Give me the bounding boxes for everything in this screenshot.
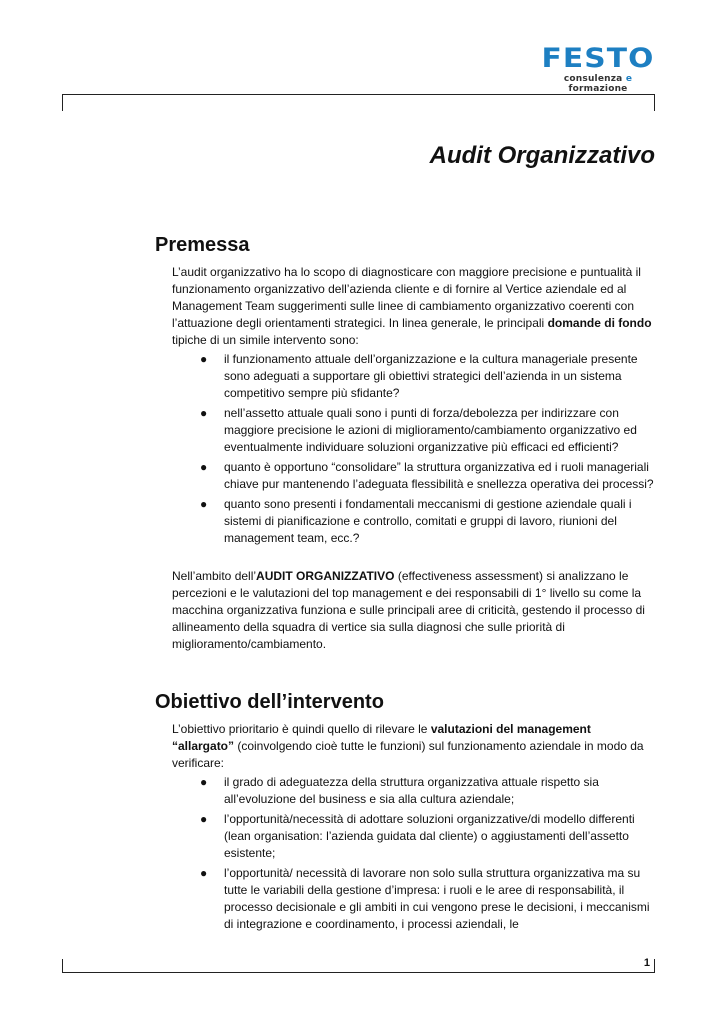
section-heading: Obiettivo dell’intervento — [155, 691, 384, 713]
bullet-icon: ● — [200, 775, 208, 789]
premessa-bullet-list — [172, 351, 655, 547]
footer-rule — [62, 972, 655, 973]
premessa-intro-paragraph: L’audit organizzativo ha lo scopo di diagnosticare con maggiore precisione e puntualità il funzionamento organizzativo dell’azienda cliente e di fornire al Vertice aziendale ed al Management Team suggerimenti sulle linee di cambiamento organizzativo coerenti con l’attuazione degli orientamenti strategici. In linea generale, le principali domande di fondo tipiche di un simile intervento sono: — [172, 265, 652, 347]
obiettivo-intro-paragraph: L’obiettivo prioritario è quindi quello di rilevare le valutazioni del management “allargato” (coinvolgendo cioè tutte le funzioni) sul funzionamento aziendale in modo da verificare: — [172, 722, 644, 770]
festo-logo — [541, 43, 655, 94]
bullet-icon: ● — [200, 812, 208, 826]
bullet-icon: ● — [200, 460, 208, 474]
list-item: ● l’opportunità/ necessità di lavorare non solo sulla struttura organizzativa ma su tutte le variabili della gestione d’impresa: i ruoli e le aree di responsabilità, il processo decisionale e gli ambiti in cui vengono prese le decisioni, i meccanismi di integrazione e coordinamento, i processi aziendali, le — [200, 866, 650, 931]
logo-tagline: consulenza e formazione — [563, 74, 633, 94]
section-premessa — [155, 232, 655, 653]
list-item: ● quanto sono presenti i fondamentali meccanismi di gestione aziendale quali i sistemi di pianificazione e controllo, comitati e gruppi di lavoro, riunioni del management team, ecc.? — [200, 497, 632, 545]
document-title: Audit Organizzativo — [429, 142, 655, 169]
bullet-icon: ● — [200, 866, 208, 880]
page-number: 1 — [643, 957, 650, 969]
bullet-icon: ● — [200, 406, 208, 420]
premessa-audit-paragraph: Nell’ambito dell’AUDIT ORGANIZZATIVO (effectiveness assessment) si analizzano le percezioni e le valutazioni del top management e dei responsabili di 1° livello su come la macchina organizzativa funziona e sulle principali aree di criticità, gestendo il processo di allineamento della squadra di vertice sia sulla diagnosi che sulle priorità di miglioramento/cambiamento. — [172, 569, 645, 651]
section-obiettivo — [155, 689, 655, 933]
list-item: ● il grado di adeguatezza della struttura organizzativa attuale rispetto sia all’evoluzione del business e sia alla cultura aziendale; — [200, 775, 599, 806]
header-rule — [62, 94, 655, 95]
list-item: ● nell’assetto attuale quali sono i punti di forza/debolezza per indirizzare con maggiore precisione le azioni di miglioramento/cambiamento organizzativo ed eventualmente individuare soluzioni organizzative più efficaci ed efficienti? — [200, 406, 637, 454]
obiettivo-bullet-list — [172, 774, 655, 933]
bullet-icon: ● — [200, 352, 208, 366]
list-item: ● il funzionamento attuale dell’organizzazione e la cultura manageriale presente sono adeguati a supportare gli obiettivi strategici dell’azienda in un sistema competitivo sempre più sfidante? — [200, 352, 638, 400]
section-heading: Premessa — [155, 234, 250, 256]
list-item: ● l’opportunità/necessità di adottare soluzioni organizzative/di modello differenti (lean organisation: l’azienda guidata dal cliente) o aggiustamenti dell’assetto esistente; — [200, 812, 635, 860]
list-item: ● quanto è opportuno “consolidare” la struttura organizzativa ed i ruoli manageriali chiave pur mantenendo l’adeguata flessibilità e snellezza operativa dei processi? — [200, 460, 654, 491]
logo-brand: FESTO — [541, 43, 655, 74]
document-body — [155, 232, 655, 936]
bullet-icon: ● — [200, 497, 208, 511]
